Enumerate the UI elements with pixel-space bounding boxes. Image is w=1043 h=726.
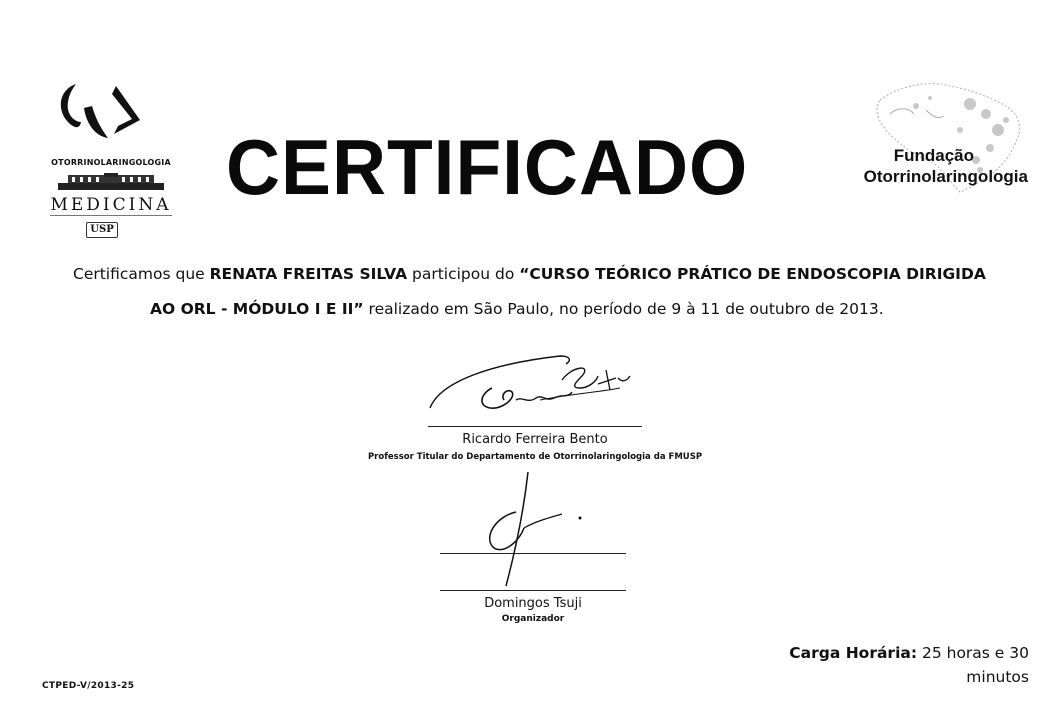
carga-label: Carga Horária: bbox=[789, 644, 918, 662]
carga-value-2: minutos bbox=[966, 668, 1029, 686]
logo-otorrino-text: OTORRINOLARINGOLOGIA bbox=[51, 158, 171, 167]
fundacao-logo bbox=[820, 70, 1030, 210]
fmusp-otorrino-logo bbox=[36, 72, 186, 252]
body-rest: realizado em São Paulo, no período de 9 à 11 de outubro de 2013. bbox=[363, 300, 884, 318]
body-mid: participou do bbox=[407, 265, 520, 283]
otorrino-emblem-icon bbox=[36, 72, 186, 162]
certificate-code: CTPED-V/2013-25 bbox=[42, 681, 135, 691]
signer-1-name: Ricardo Ferreira Bento bbox=[462, 432, 608, 447]
participant-name: RENATA FREITAS SILVA bbox=[209, 265, 408, 283]
signer-2-role: Organizador bbox=[501, 614, 565, 624]
signature-2-handwriting bbox=[462, 468, 592, 592]
logo-medicina-text: MEDICINA bbox=[50, 195, 172, 215]
body-prefix: Certificamos que bbox=[73, 265, 210, 283]
certificate-title: CERTIFICADO bbox=[226, 123, 749, 211]
course-title-part1: “CURSO TEÓRICO PRÁTICO DE ENDOSCOPIA DIRIGIDA bbox=[519, 265, 986, 283]
signature-1-line bbox=[428, 426, 642, 427]
signature-1-handwriting bbox=[420, 348, 650, 428]
signer-1-role: Professor Titular do Departamento de Otorrinolaringologia da FMUSP bbox=[367, 452, 703, 462]
otorrinolaringologia-text: Otorrinolaringologia bbox=[863, 167, 1028, 186]
logo-divider bbox=[50, 215, 172, 216]
fundacao-text: Fundação bbox=[893, 146, 974, 165]
signature-2-line bbox=[440, 590, 626, 591]
body-line-1 bbox=[73, 265, 986, 283]
signer-2-name: Domingos Tsuji bbox=[484, 596, 582, 611]
course-title-part2: AO ORL - MÓDULO I E II” bbox=[150, 300, 364, 318]
carga-horaria bbox=[789, 644, 1029, 662]
logo-usp-text: USP bbox=[86, 222, 118, 238]
building-facade-icon bbox=[58, 173, 164, 191]
carga-value-1: 25 horas e 30 bbox=[917, 644, 1029, 662]
body-line-2 bbox=[150, 300, 884, 318]
signature-2-strike-line bbox=[440, 553, 626, 554]
